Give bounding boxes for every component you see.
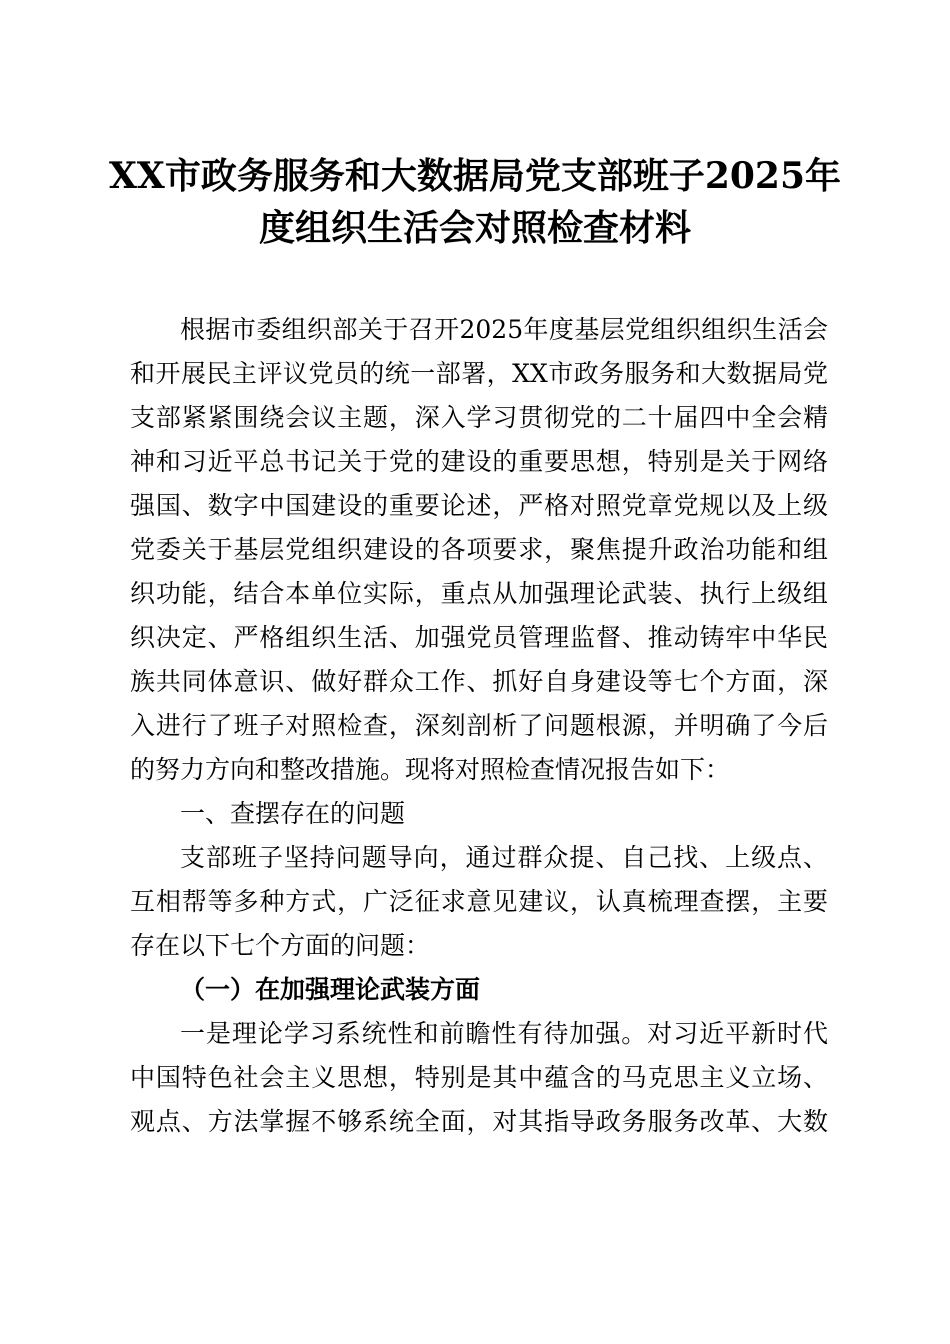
text-line: 观点、方法掌握不够系统全面，对其指导政务服务改革、大数 <box>130 1107 828 1136</box>
section-heading <box>130 792 828 836</box>
document-title <box>100 150 850 254</box>
text-line: 神和习近平总书记关于党的建设的重要思想，特别是关于网络 <box>130 447 828 476</box>
text-line: （一）在加强理论武装方面 <box>180 975 481 1004</box>
text-line: 的努力方向和整改措施。现将对照检查情况报告如下： <box>130 755 731 784</box>
text-line: 存在以下七个方面的问题： <box>130 931 431 960</box>
text-line: 中国特色社会主义思想，特别是其中蕴含的马克思主义立场、 <box>130 1063 828 1092</box>
text-line: 根据市委组织部关于召开2025年度基层党组织组织生活会 <box>180 315 828 344</box>
paragraph <box>130 1012 828 1144</box>
paragraph <box>130 308 828 792</box>
text-line: 党委关于基层党组织建设的各项要求，聚焦提升政治功能和组 <box>130 535 828 564</box>
text-line: 支部紧紧围绕会议主题，深入学习贯彻党的二十届四中全会精 <box>130 403 828 432</box>
title-line-2: 度组织生活会对照检查材料 <box>258 207 691 249</box>
text-line: 织决定、严格组织生活、加强党员管理监督、推动铸牢中华民 <box>130 623 828 652</box>
text-line: 一、查摆存在的问题 <box>180 799 406 828</box>
text-line: 入进行了班子对照检查，深刻剖析了问题根源，并明确了今后 <box>130 711 828 740</box>
paragraph <box>130 836 828 968</box>
document-body <box>130 308 828 1144</box>
text-line: 族共同体意识、做好群众工作、抓好自身建设等七个方面，深 <box>130 667 828 696</box>
text-line: 互相帮等多种方式，广泛征求意见建议，认真梳理查摆，主要 <box>130 887 828 916</box>
text-line: 支部班子坚持问题导向，通过群众提、自己找、上级点、 <box>180 843 828 872</box>
subsection-heading <box>130 968 828 1012</box>
title-line-1: XX市政务服务和大数据局党支部班子2025年 <box>108 155 842 197</box>
text-line: 和开展民主评议党员的统一部署，XX市政务服务和大数据局党 <box>130 359 828 388</box>
text-line: 强国、数字中国建设的重要论述，严格对照党章党规以及上级 <box>130 491 828 520</box>
text-line: 一是理论学习系统性和前瞻性有待加强。对习近平新时代 <box>180 1019 828 1048</box>
text-line: 织功能，结合本单位实际，重点从加强理论武装、执行上级组 <box>130 579 828 608</box>
